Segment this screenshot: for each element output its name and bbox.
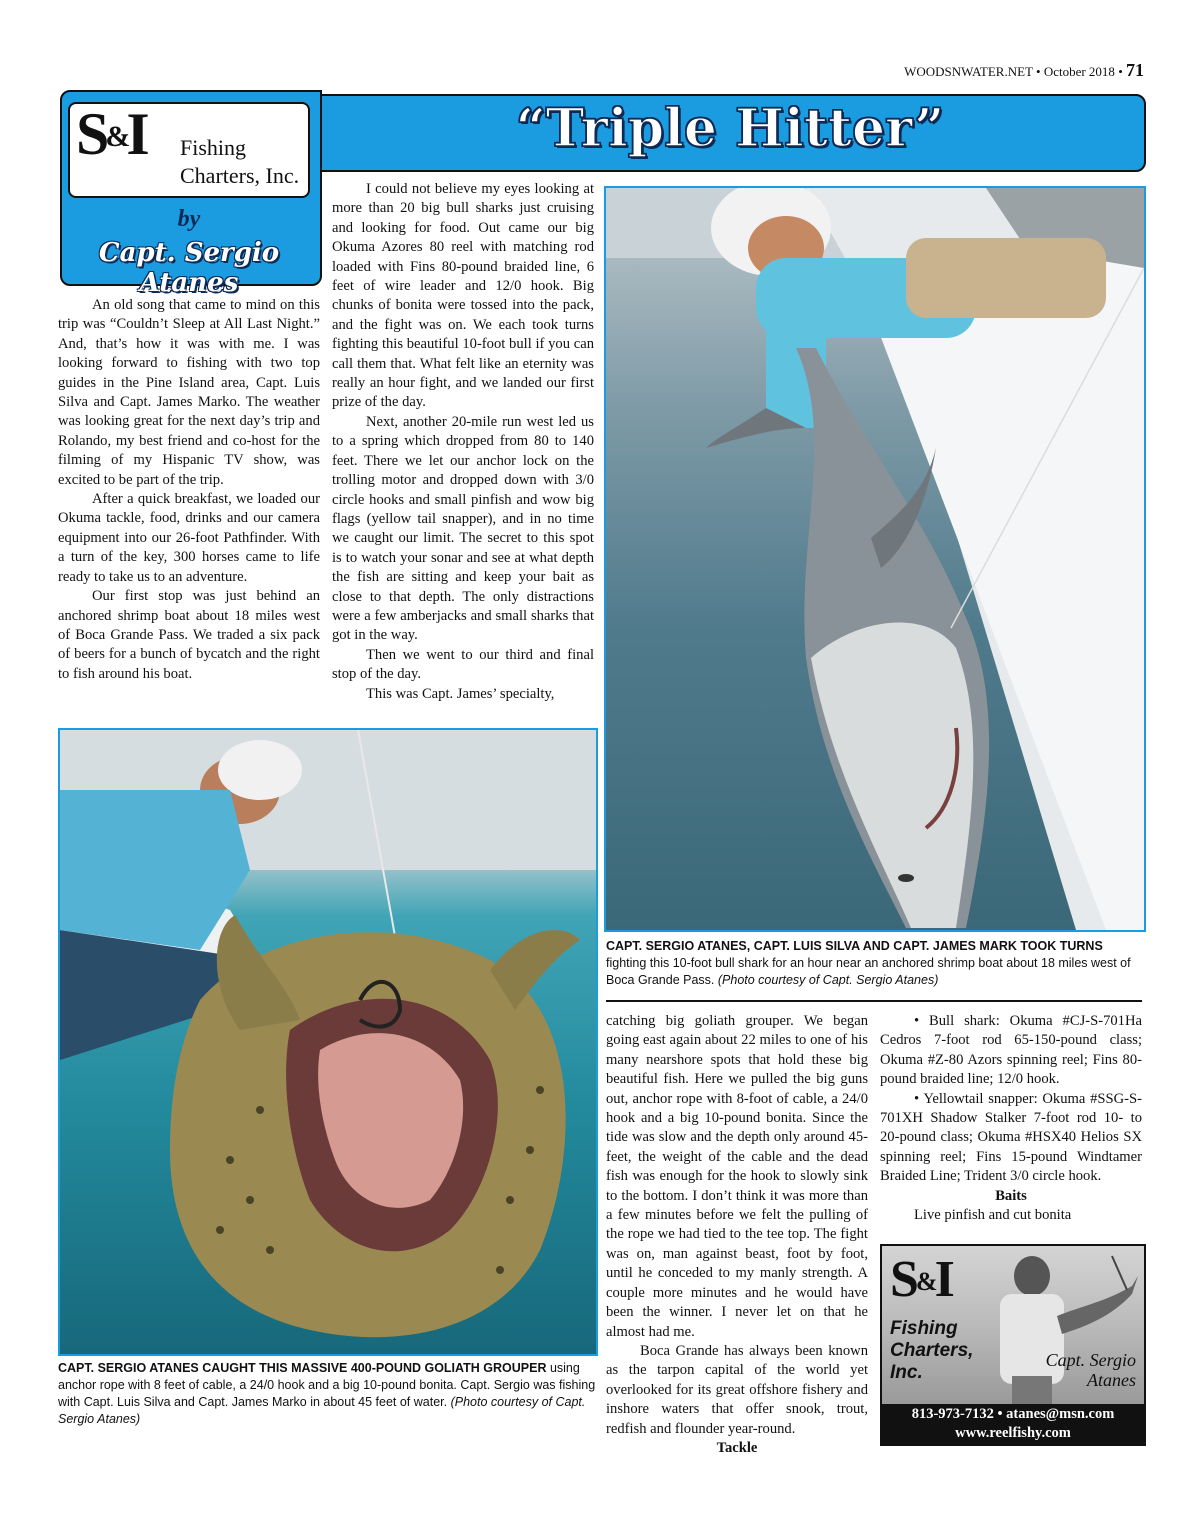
logo-company-name — [180, 134, 300, 190]
baits-heading: Baits — [995, 1187, 1027, 1204]
folio-separator: • — [1036, 64, 1041, 79]
paragraph: I could not believe my eyes looking at more than 20 big bull sharks just cruising and looking for food. Out came our big Okuma Azores 80 reel with matching rod loaded with Fins 80-pound braided line, 6 feet of wire leader and 12/0 hook. Big chunks of bonita were tossed into the pack, and the fight was on. We each took turns fighting this beautiful 10-foot bull if you can call them that. What felt like an eternity was really an hour fight, and we landed our first prize of the day. — [332, 181, 594, 411]
paragraph: This was Capt. James’ specialty, — [366, 685, 555, 702]
ad-company-line1: Fishing — [890, 1318, 958, 1339]
ad-website[interactable]: www.reelfishy.com — [955, 1425, 1071, 1441]
site-name: WOODSNWATER.NET — [904, 64, 1033, 79]
article-column-1 — [58, 296, 320, 684]
paragraph: Boca Grande has always been known as the tarpon capital of the world yet overlooked for its great offshore fishery and inshore waters that offer snook, trout, redfish and flounder year-round. — [606, 1342, 868, 1437]
paragraph: catching big goliath grouper. We began going east again about 22 miles to one of his many nearshore spots that hold these big beautiful fish. Here we pulled the big guns out, anchor rope with 8-foot of cable, a 24/0 hook and a big 10-pound bonita. Since the tide was slow and the depth only around 45-feet, the weight of the cable and the dead fish was enough for the hook to slowly sink to the bottom. I don’t think it was more than a few minutes before we felt the pulling of the rope we had tied to the tee top. The fight was on, man against beast, foot by foot, until he conceded to my manly strength. A couple more minutes and he would have been the winner. I never let on that he almost had me. — [606, 1013, 868, 1340]
article-column-4 — [880, 1012, 1142, 1225]
ad-captain-line2: Atanes — [1087, 1370, 1136, 1390]
baits-text: Live pinfish and cut bonita — [914, 1207, 1072, 1224]
paragraph: An old song that came to mind on this trip was “Couldn’t Sleep at All Last Night.” And, that’s how it was with me. I was looking forward to fishing with two top guides in the Pine Island area, Capt. Luis Silva and Capt. James Marko. The weather was looking great for the next day’s trip and Rolando, my best friend and co-host for the filming of my Hispanic TV show, was excited to be part of the trip. — [58, 297, 320, 488]
ad-logo-letter-i: I — [934, 1251, 950, 1308]
caption-body: fighting this 10-foot bull shark for an hour near an anchored shrimp boat about 18 miles west of Boca Grande Pass. — [606, 956, 1131, 987]
byline-by: by — [177, 206, 201, 232]
article-column-2 — [332, 180, 594, 704]
tackle-item: • Bull shark: Okuma #CJ-S-701Ha Cedros 7-foot rod 65-150-pound class; Okuma #Z-80 Azors spinning reel; Fins 80-pound braided line; 12/0 hook. — [880, 1013, 1142, 1088]
ad-si-logo-mark — [890, 1250, 950, 1309]
logo-ampersand: & — [105, 120, 125, 153]
ad-company-name — [890, 1318, 1000, 1384]
bull-shark-photo — [604, 186, 1146, 932]
ad-company-line2: Charters, Inc. — [890, 1340, 974, 1383]
ad-logo-ampersand: & — [915, 1267, 933, 1296]
caption-lead: CAPT. SERGIO ATANES, CAPT. LUIS SILVA AND CAPT. JAMES MARK TOOK TURNS — [606, 939, 1103, 953]
article-column-3 — [606, 1012, 868, 1458]
page-folio — [880, 60, 1144, 81]
ad-captain-line1: Capt. Sergio — [1045, 1350, 1136, 1370]
goliath-grouper-photo — [58, 728, 598, 1356]
grouper-photo-caption — [58, 1360, 598, 1428]
tackle-item: • Yellowtail snapper: Okuma #SSG-S-701XH Shadow Stalker 7-foot rod 10- to 20-pound class; Okuma #HSX40 Helios SX spinning reel; Fins 15-pound Windtamer Braided Line; Trident 3/0 circle hook. — [880, 1090, 1142, 1185]
logo-company-line2: Charters, Inc. — [180, 163, 300, 188]
ad-captain-name — [1032, 1350, 1136, 1390]
paragraph: Then we went to our third and final stop of the day. — [332, 646, 594, 683]
ad-logo-letter-s: S — [890, 1251, 914, 1308]
folio-separator-2: • — [1118, 64, 1123, 79]
ad-contact-bar — [882, 1404, 1144, 1445]
paragraph: After a quick breakfast, we loaded our Okuma tackle, food, drinks and our camera equipment into our 26-foot Pathfinder. With a turn of the key, 300 horses came to life ready to take us to an adventure. — [58, 491, 320, 585]
shark-photo-caption — [606, 938, 1142, 989]
page-number: 71 — [1126, 60, 1144, 80]
issue-date: October 2018 — [1043, 64, 1115, 79]
ad-contact: 813-973-7132 • atanes@msn.com — [911, 1406, 1115, 1422]
goliath-grouper-illustration — [60, 730, 596, 1354]
tackle-heading: Tackle — [716, 1439, 758, 1456]
logo-letter-i: I — [126, 101, 144, 167]
article-title: “Triple Hitter” — [515, 98, 945, 159]
paragraph: Our first stop was just behind an anchored shrimp boat about 18 miles west of Boca Grande Pass. We traded a six pack of beers for a bunch of bycatch and the right to fish around his boat. — [58, 588, 320, 682]
si-logo-mark — [76, 100, 144, 169]
photo-credit: (Photo courtesy of Capt. Sergio Atanes) — [717, 973, 939, 987]
logo-company-line1: Fishing — [180, 135, 247, 160]
caption-lead: CAPT. SERGIO ATANES CAUGHT THIS MASSIVE 400-POUND GOLIATH GROUPER — [58, 1361, 547, 1375]
paragraph: Next, another 20-mile run west led us to a spring which dropped from 80 to 140 feet. There we let our anchor lock on the trolling motor and dropped down with 3/0 circle hooks and small pinfish and wow big flags (yellow tail snapper), and in no time we caught our limit. The secret to this spot is to watch your sonar and see at what depth the fish are sitting and keep your bait as close to that depth. The only distractions were a few amberjacks and small sharks that got in the way. — [332, 413, 594, 644]
bull-shark-illustration — [606, 188, 1144, 930]
caption-body: using anchor rope with 8 feet of cable, a 24/0 hook and a big 10-pound bonita. Capt. Sergio was fishing with Capt. Luis Silva and Capt. James Marko in about 45 feet of water. — [58, 1361, 596, 1409]
byline-author: Capt. Sergio Atanes — [98, 238, 280, 298]
column-divider-rule — [606, 1000, 1142, 1002]
charter-advertisement — [880, 1244, 1146, 1446]
photo-credit: (Photo courtesy of Capt. Sergio Atanes) — [58, 1395, 586, 1426]
logo-letter-s: S — [76, 101, 104, 167]
